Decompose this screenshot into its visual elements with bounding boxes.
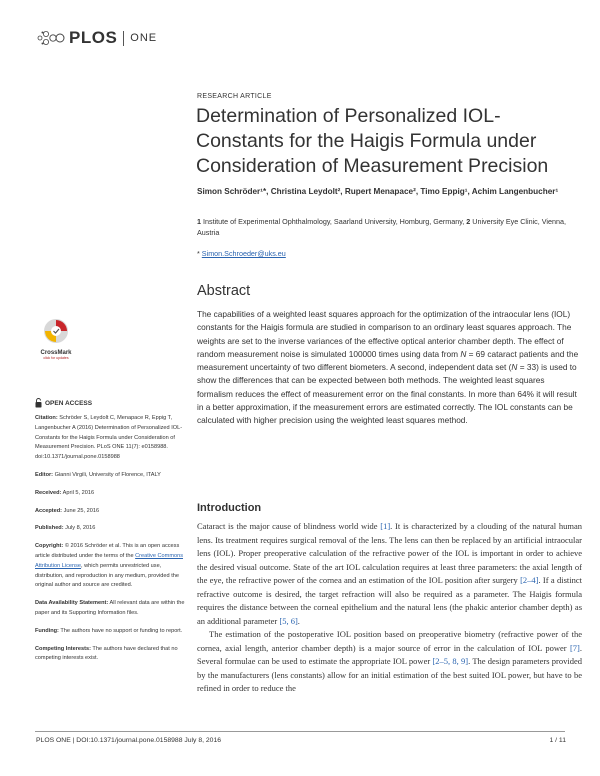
- abstract-n-1: N: [460, 348, 467, 359]
- abstract-part-3: = 33) is used to show the differences that can be expected between both methods. The weighted least squares formalism reduces the effect of measurement error on the final constants. In more than 64% it will result in a better approximation, if the measurement errors are estimated correctly. The IOL constants can be calculated with higher precision using the weighted least squares method.: [197, 362, 577, 426]
- email-link[interactable]: Simon.Schroeder@uks.eu: [201, 249, 286, 258]
- funding-label: Funding:: [35, 627, 59, 634]
- competing-interests-block: [35, 645, 185, 665]
- copyright-label: Copyright:: [35, 543, 64, 550]
- copyright-text-a: © 2016 Schröder et al. This is an open access article distributed under the terms of the: [35, 543, 180, 559]
- abstract-n-2: N: [511, 362, 518, 373]
- published-label: Published:: [35, 525, 64, 532]
- introduction-heading: Introduction: [197, 502, 262, 514]
- affiliations: 1 Institute of Experimental Ophthalmology, Saarland University, Homburg, Germany, 2 University Eye Clinic, Vienna, Austria: [197, 217, 567, 237]
- abstract-text: [197, 308, 581, 428]
- footer-divider: [35, 731, 565, 732]
- abstract-part-1: The capabilities of a weighted least squares approach for the optimization of the intraocular lens (IOL) constants for the Haigis formula are studied in comparison to an ordinary least squares approach. The weights are set to the inverse variances of the effective optical anterior chamber depth. The effect of random measurement noise is simulated 100000 times using data from: [197, 309, 572, 359]
- affiliation-2: University Eye Clinic, Vienna, Austria: [197, 217, 567, 237]
- abstract-heading: Abstract: [197, 283, 251, 299]
- published-block: [35, 524, 185, 534]
- funding-block: [35, 627, 185, 637]
- editor-text: Gianni Virgili, University of Florence, ITALY: [53, 471, 161, 478]
- article-metadata-sidebar: [35, 414, 185, 672]
- editor-label: Editor:: [35, 471, 54, 478]
- page-number: 1 / 11: [549, 737, 566, 744]
- copyright-block: [35, 542, 185, 591]
- accepted-label: Accepted:: [35, 507, 63, 514]
- data-availability-block: [35, 599, 185, 619]
- brand-name: PLOS: [69, 28, 118, 47]
- license-link[interactable]: Creative Commons Attribution License: [35, 552, 183, 569]
- open-access-lock-icon: [35, 398, 42, 408]
- citation-label: Citation:: [35, 415, 58, 421]
- received-block: [35, 489, 185, 499]
- journal-name: ONE: [130, 32, 158, 44]
- intro-paragraph-1: Cataract is the major cause of blindness world wide [1]. It is characterized by a clouding of the natural human lens. Its treatment requires surgical removal of the lens. The lens can then be replaced by an artificial intraocular lens (IOL). Proper preoperative calculation of the refractive power of the IOL is important in order to achieve the desired visual outcome. State of the art IOL calculation requires at least three parameters: the axial length of the eye, the refractive power of the cornea and an estimation of the IOL position after surgery [2–4]. If a distinct refractive outcome is desired, the target refraction will also be required as a parameter. The Haigis formula requires the distance between the corneal epithelium and the natural lens (the phakic anterior chamber depth) as an additional parameter [5, 6].: [197, 521, 582, 626]
- paper-title: Determination of Personalized IOL-Constants for the Haigis Formula under Consideration of Measurement Precision: [196, 105, 549, 177]
- footer-citation: PLOS ONE | DOI:10.1371/journal.pone.0158988 July 8, 2016: [36, 737, 222, 744]
- data-availability-label: Data Availability Statement:: [35, 600, 109, 607]
- reference-link[interactable]: [5, 6]: [279, 615, 298, 626]
- abstract-part-2: = 69 cataract patients and the measurement uncertainty of two different biometers. A second, independent data set (: [197, 348, 579, 373]
- data-availability-text: All relevant data are within the paper and its Supporting Information files.: [35, 600, 185, 616]
- received-label: Received:: [35, 489, 62, 496]
- editor-block: [35, 471, 185, 481]
- crossmark-badge[interactable]: [37, 318, 75, 360]
- competing-interests-text: The authors have declared that no competing interests exist.: [35, 645, 178, 662]
- accepted-date: June 25, 2016: [62, 507, 100, 514]
- competing-interests-label: Competing Interests:: [35, 645, 91, 652]
- published-date: July 8, 2016: [63, 525, 96, 532]
- plos-logo-icon: [36, 29, 66, 47]
- journal-logo: [36, 27, 157, 49]
- corresponding-email: * Simon.Schroeder@uks.eu: [197, 249, 286, 258]
- received-date: April 5, 2016: [61, 489, 95, 496]
- reference-link[interactable]: [2–4]: [520, 575, 539, 585]
- citation-text: Schröder S, Leydolt C, Menapace R, Eppig T, Langenbucher A (2016) Determination of Personalized IOL-Constants for the Haigis Formula under Consideration of Measurement Precision. PLoS ONE 11(7): e0158988. doi:10.1371/journal.pone.0158988: [35, 415, 183, 461]
- citation-block: [35, 414, 185, 463]
- author-list: Simon Schröder¹*, Christina Leydolt², Rupert Menapace², Timo Eppig¹, Achim Langenbucher¹: [197, 187, 559, 196]
- affiliation-1: Institute of Experimental Ophthalmology, Saarland University, Homburg, Germany,: [203, 217, 465, 226]
- crossmark-sublabel: click for updates: [43, 356, 69, 360]
- open-access-badge: [35, 398, 92, 408]
- open-access-label: OPEN ACCESS: [45, 399, 93, 407]
- crossmark-label: CrossMark: [40, 350, 72, 356]
- copyright-text-b: , which permits unrestricted use, distribution, and reproduction in any medium, provided the original author and source are credited.: [35, 562, 179, 589]
- reference-link[interactable]: [2–5, 8, 9]: [432, 656, 469, 666]
- intro-paragraph-2: The estimation of the postoperative IOL position based on preoperative biometry (refractive power of the cornea, axial length, anterior chamber depth) is a major source of error in the calculation of IOL power [7]. Several formulae can be used to estimate the appropriate IOL power [2–5, 8, 9]. The design parameters provided by the manufacturers (lens constants) allow for an initial estimation of the best suited IOL power, but have to be refined in order to reduce the: [197, 629, 582, 693]
- introduction-body: [197, 520, 582, 696]
- reference-link[interactable]: [1]: [380, 521, 391, 531]
- logo-divider: [123, 31, 124, 46]
- article-type: RESEARCH ARTICLE: [197, 93, 272, 100]
- crossmark-icon: [43, 318, 69, 344]
- funding-text: The authors have no support or funding to report.: [58, 627, 183, 634]
- accepted-block: [35, 507, 185, 517]
- reference-link[interactable]: [7]: [569, 642, 580, 653]
